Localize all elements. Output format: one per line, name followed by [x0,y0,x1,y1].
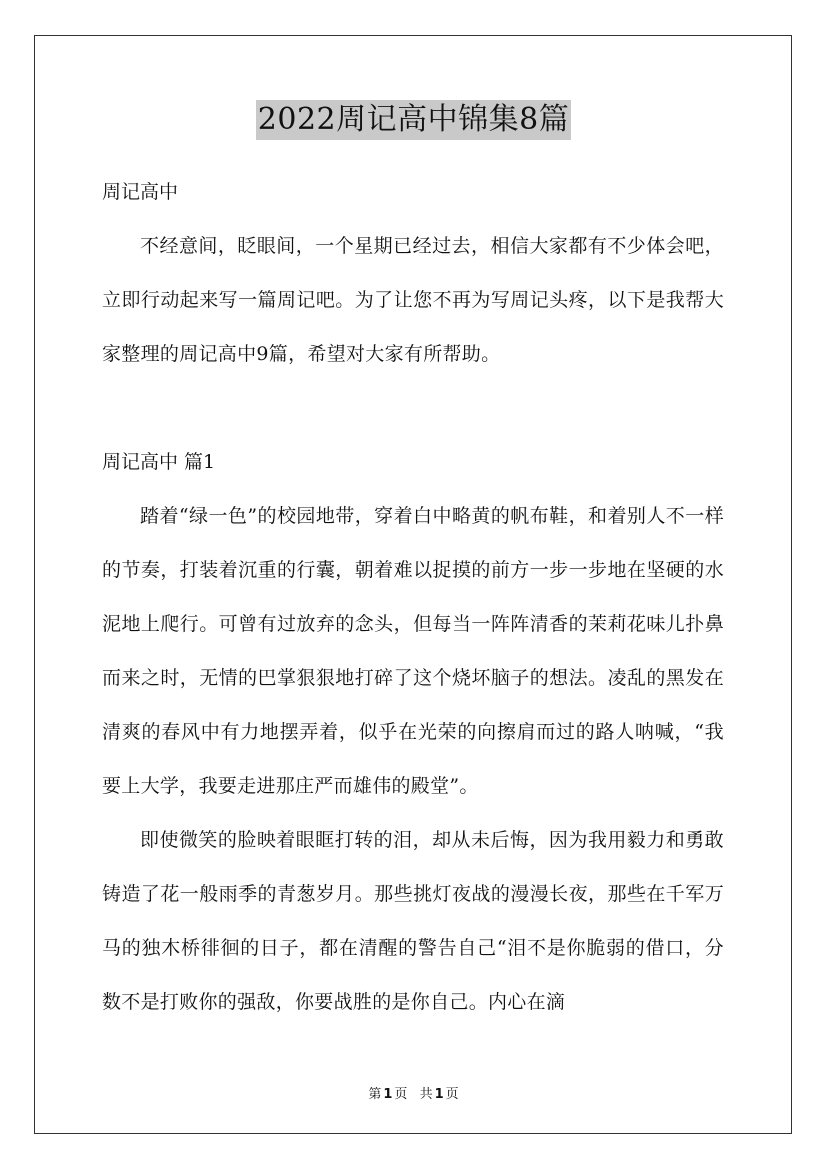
page-prefix: 第 [368,1087,382,1102]
total-indicator [418,1087,461,1102]
total-suffix: 页 [445,1087,459,1102]
page-number: 1 [383,1087,393,1102]
document-body [102,165,724,1029]
body-paragraph-2: 即使微笑的脸映着眼眶打转的泪，却从未后悔，因为我用毅力和勇敢铸造了花一般雨季的青葱岁月。那些挑灯夜战的漫漫长夜，那些在千军万马的独木桥徘徊的日子，都在清醒的警告自己“泪不是你脆弱的借口，分数不是打败你的强敌，你要战胜的是你自己。内心在滴 [102,829,724,1013]
total-number: 1 [434,1087,444,1102]
document-title: 2022周记高中锦集8篇 [256,100,571,140]
page-indicator [366,1087,409,1102]
section-heading: 周记高中 篇1 [102,451,216,473]
total-prefix: 共 [419,1087,433,1102]
title-wrap [0,100,827,140]
page-footer [0,1083,827,1102]
intro-heading: 周记高中 [102,181,179,203]
intro-paragraph: 不经意间，眨眼间，一个星期已经过去，相信大家都有不少体会吧，立即行动起来写一篇周记吧。为了让您不再为写周记头疼，以下是我帮大家整理的周记高中9篇，希望对大家有所帮助。 [102,235,724,365]
section-gap [102,381,724,435]
body-paragraph-1: 踏着“绿一色”的校园地带，穿着白中略黄的帆布鞋，和着别人不一样的节奏，打装着沉重的行囊，朝着难以捉摸的前方一步一步地在坚硬的水泥地上爬行。可曾有过放弃的念头，但每当一阵阵清香的茉莉花味儿扑鼻而来之时，无情的巴掌狠狠地打碎了这个烧坏脑子的想法。凌乱的黑发在清爽的春风中有力地摆弄着，似乎在光荣的向擦肩而过的路人呐喊，“我要上大学，我要走进那庄严而雄伟的殿堂”。 [102,505,724,797]
page-suffix: 页 [394,1087,408,1102]
